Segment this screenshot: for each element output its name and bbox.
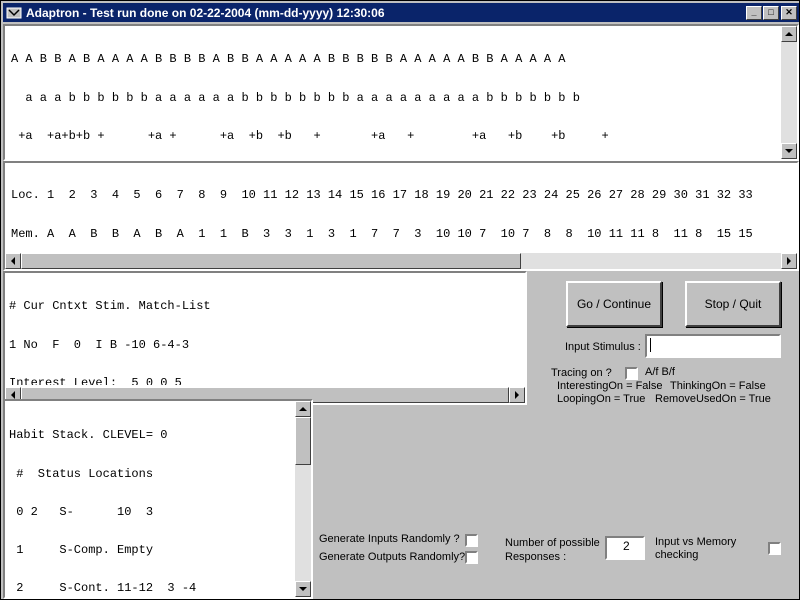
scroll-right-button[interactable] <box>781 253 797 269</box>
title-bar[interactable] <box>3 3 799 22</box>
scroll-right-button[interactable] <box>509 387 525 403</box>
scroll-thumb[interactable] <box>21 253 521 269</box>
memory-row-memory: Mem. A A B B A B A 1 1 B 3 3 1 3 1 7 7 3 10 10 7 10 7 8 8 10 11 11 8 11 8 15 15 <box>11 226 753 241</box>
habit-line: 1 S-Comp. Empty <box>9 542 154 557</box>
num-responses-field[interactable] <box>605 536 645 560</box>
sequence-line: A A B B A B A A A A B B B B A B B A A A A A B B B B B A A A A A B B A A A A A <box>11 52 566 67</box>
arrow-left-icon <box>11 257 15 265</box>
go-continue-button[interactable] <box>566 281 662 327</box>
scroll-up-button[interactable] <box>781 26 797 42</box>
arrow-right-icon <box>787 257 791 265</box>
arrow-up-icon <box>299 407 307 411</box>
arrow-up-icon <box>785 32 793 36</box>
arrow-down-icon <box>785 149 793 153</box>
generate-inputs-label: Generate Inputs Randomly ? <box>319 533 460 545</box>
app-icon <box>6 5 22 21</box>
scroll-down-button[interactable] <box>781 143 797 159</box>
tracing-checkbox[interactable] <box>625 367 638 380</box>
minimize-button[interactable] <box>746 6 762 20</box>
input-vs-memory-checkbox[interactable] <box>768 542 781 555</box>
arrow-right-icon <box>515 391 519 399</box>
memory-hscroll[interactable] <box>5 253 797 269</box>
generate-outputs-checkbox[interactable] <box>465 551 478 564</box>
window-title: Adaptron - Test run done on 02-22-2004 (mm-dd-yyyy) 12:30:06 <box>26 5 385 20</box>
sequence-vscroll[interactable] <box>781 26 797 159</box>
interesting-on-status: InterestingOn = False <box>557 380 663 392</box>
num-responses-label-1: Number of possible <box>505 537 600 549</box>
generate-outputs-label: Generate Outputs Randomly? <box>319 551 466 563</box>
habit-line: 0 2 S- 10 3 <box>9 504 154 519</box>
sequence-line: +a +a+b+b + +a + +a +b +b + +a + +a +b +b + <box>11 128 609 143</box>
maximize-icon: □ <box>768 7 774 17</box>
text-cursor <box>650 338 651 352</box>
stop-quit-label: Stop / Quit <box>704 297 762 311</box>
stop-quit-button[interactable] <box>685 281 781 327</box>
tracing-options: A/f B/f <box>645 366 675 378</box>
scroll-up-button[interactable] <box>295 401 311 417</box>
match-list-text <box>9 275 218 385</box>
match-list-panel[interactable] <box>3 271 527 405</box>
minimize-icon: _ <box>751 7 757 17</box>
input-vs-memory-label-2: checking <box>655 549 699 561</box>
arrow-left-icon <box>11 391 15 399</box>
match-line: Interest Level: 5 0 0 5 <box>9 375 182 385</box>
habit-stack-panel[interactable] <box>3 399 313 599</box>
input-stimulus-field[interactable] <box>645 334 781 358</box>
match-line: 1 No F 0 I B -10 6-4-3 <box>9 337 190 352</box>
habit-stack-text <box>9 404 218 597</box>
input-stimulus-label: Input Stimulus : <box>565 341 641 353</box>
memory-row-location: Loc. 1 2 3 4 5 6 7 8 9 10 11 12 13 14 15 16 17 18 19 20 21 22 23 24 25 26 27 28 29 30 31 32 33 <box>11 188 753 203</box>
habit-vscroll[interactable] <box>295 401 311 597</box>
arrow-down-icon <box>299 587 307 591</box>
maximize-button[interactable] <box>763 6 779 20</box>
num-responses-label-2: Responses : <box>505 551 567 563</box>
habit-line: Habit Stack. CLEVEL= 0 <box>9 428 168 443</box>
habit-line: 2 S-Cont. 11-12 3 -4 <box>9 580 197 595</box>
close-icon: ✕ <box>785 7 793 17</box>
thinking-on-status: ThinkingOn = False <box>670 380 766 392</box>
close-button[interactable] <box>781 6 797 20</box>
looping-on-status: LoopingOn = True <box>557 393 646 405</box>
scroll-down-button[interactable] <box>295 581 311 597</box>
go-continue-label: Go / Continue <box>576 297 652 311</box>
memory-text <box>11 164 753 251</box>
memory-panel[interactable] <box>3 161 799 271</box>
tracing-label: Tracing on ? <box>551 367 612 379</box>
habit-line: # Status Locations <box>9 466 154 481</box>
scroll-thumb[interactable] <box>295 417 311 465</box>
remove-used-on-status: RemoveUsedOn = True <box>655 393 771 405</box>
num-responses-value: 2 <box>623 539 630 553</box>
input-vs-memory-label-1: Input vs Memory <box>655 536 737 548</box>
generate-inputs-checkbox[interactable] <box>465 534 478 547</box>
sequence-line: a a a b b b b b b a a a a a a b b b b b b b b a a a a a a a a a b b b b b b b <box>11 90 580 105</box>
match-line: # Cur Cntxt Stim. Match-List <box>9 299 211 314</box>
sequence-text <box>11 28 609 159</box>
sequence-panel[interactable] <box>3 24 799 161</box>
scroll-left-button[interactable] <box>5 253 21 269</box>
